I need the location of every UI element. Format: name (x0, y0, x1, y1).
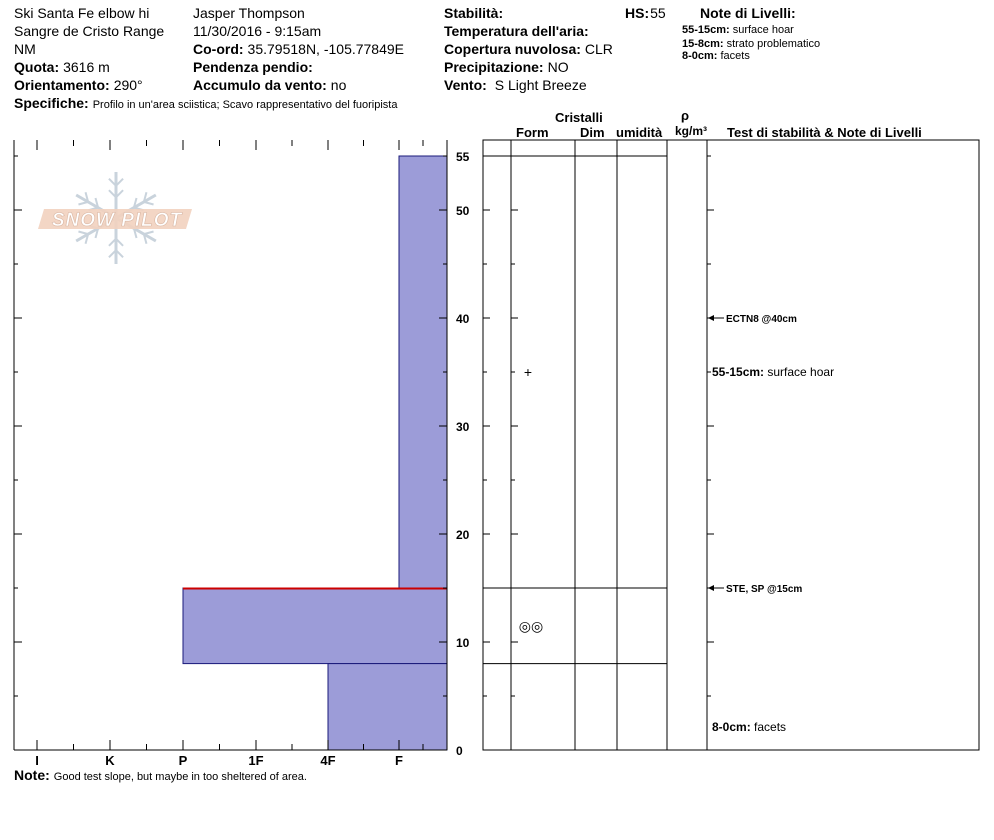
cloud-cover-label: Copertura nuvolosa: (444, 41, 581, 57)
hardness-tick-label: 1F (248, 753, 264, 768)
snowflake-branch (78, 202, 88, 205)
density-unit: kg/m³ (675, 124, 708, 138)
hs-label: HS: (625, 5, 650, 21)
depth-tick-label: 0 (456, 744, 463, 758)
snow-layer-bar (328, 664, 447, 750)
observer-name: Jasper Thompson (193, 5, 305, 21)
layer-note-label (712, 720, 786, 734)
state: NM (14, 41, 36, 57)
table-frame (483, 140, 979, 750)
specifics-value: Profilo in un'area sciistica; Scavo rappresentativo del fuoripista (92, 99, 398, 111)
form-header: Form (516, 125, 549, 140)
stability-test-arrowhead (708, 585, 714, 591)
layer-note-range: 55-15cm: (682, 24, 730, 36)
layer-note-range: 15-8cm: (682, 38, 724, 50)
logo-text: SNOW PILOT (51, 210, 183, 231)
hardness-tick-label: 4F (320, 753, 336, 768)
coord-value: 35.79518N, -105.77849E (247, 41, 405, 57)
elevation-value: 3616 m (63, 59, 110, 75)
mountain-range: Sangre de Cristo Range (14, 23, 165, 39)
layer-note-range: 8-0cm: (682, 50, 718, 62)
stability-test-label: STE, SP @15cm (726, 584, 803, 595)
stability-label: Stabilità: (444, 5, 504, 21)
density-symbol: ρ (681, 108, 690, 123)
layer-notes-title: Note di Livelli: (700, 5, 796, 21)
depth-tick-label: 40 (456, 312, 470, 326)
depth-tick-label: 55 (456, 150, 470, 164)
elevation-label: Quota: (14, 59, 60, 75)
layer-note-text: surface hoar (732, 24, 794, 36)
precip-value: NO (547, 59, 569, 75)
stability-test-arrowhead (708, 315, 714, 321)
depth-tick-label: 20 (456, 528, 470, 542)
stability-test-label: ECTN8 @40cm (726, 314, 797, 325)
specifics-label: Specifiche: (14, 95, 89, 111)
wind-value: S Light Breeze (494, 77, 587, 93)
precip-label: Precipitazione: (444, 59, 544, 75)
wind-label: Vento: (444, 77, 487, 93)
coord-label: Co-ord: (193, 41, 244, 57)
slope-label: Pendenza pendio: (193, 59, 313, 75)
grain-form-symbol: ◎◎ (518, 617, 544, 634)
snow-layer-bar (183, 588, 447, 664)
aspect-value: 290° (113, 77, 143, 93)
size-header: Dim (580, 125, 605, 140)
hardness-tick-label: F (395, 753, 403, 768)
profile-table (483, 140, 979, 750)
observation-datetime: 11/30/2016 - 9:15am (193, 23, 322, 39)
air-temp-label: Temperatura dell'aria: (444, 23, 589, 39)
snow-layer-bar (399, 156, 447, 588)
depth-tick-label: 10 (456, 636, 470, 650)
layer-note-text: facets (754, 719, 787, 734)
wind-loading-label: Accumulo da vento: (193, 77, 327, 93)
depth-tick-label: 30 (456, 420, 470, 434)
layer-note-text: surface hoar (767, 365, 835, 379)
layer-note-text: strato problematico (726, 38, 821, 50)
layer-note-range: 8-0cm: (712, 719, 755, 734)
snow-pilot-logo (38, 172, 192, 264)
depth-tick-label: 50 (456, 204, 470, 218)
cloud-cover-value: CLR (584, 41, 613, 57)
snowflake-branch (144, 232, 154, 235)
hs-value: 55 (650, 5, 666, 21)
layer-note-text: facets (720, 50, 750, 62)
snowflake-branch (144, 202, 154, 205)
aspect-label: Orientamento: (14, 77, 110, 93)
wind-loading-value: no (330, 77, 347, 93)
hardness-tick-label: P (178, 753, 188, 768)
layer-note-range: 55-15cm: (712, 365, 768, 379)
stability-notes-header: Test di stabilità & Note di Livelli (727, 125, 922, 140)
hardness-tick-label: K (105, 753, 115, 768)
moisture-header: umidità (616, 125, 663, 140)
hardness-tick-label: I (35, 753, 39, 768)
note-value: Good test slope, but maybe in too sheltered of area. (53, 771, 307, 783)
crystals-header: Cristalli (555, 110, 603, 125)
note-label: Note: (14, 767, 50, 783)
hardness-profile-plot (14, 140, 470, 768)
precipitation-particle-symbol: + (523, 364, 533, 380)
snowflake-branch (78, 232, 88, 235)
location-name: Ski Santa Fe elbow hi (14, 5, 150, 21)
layer-note-label (712, 365, 834, 379)
